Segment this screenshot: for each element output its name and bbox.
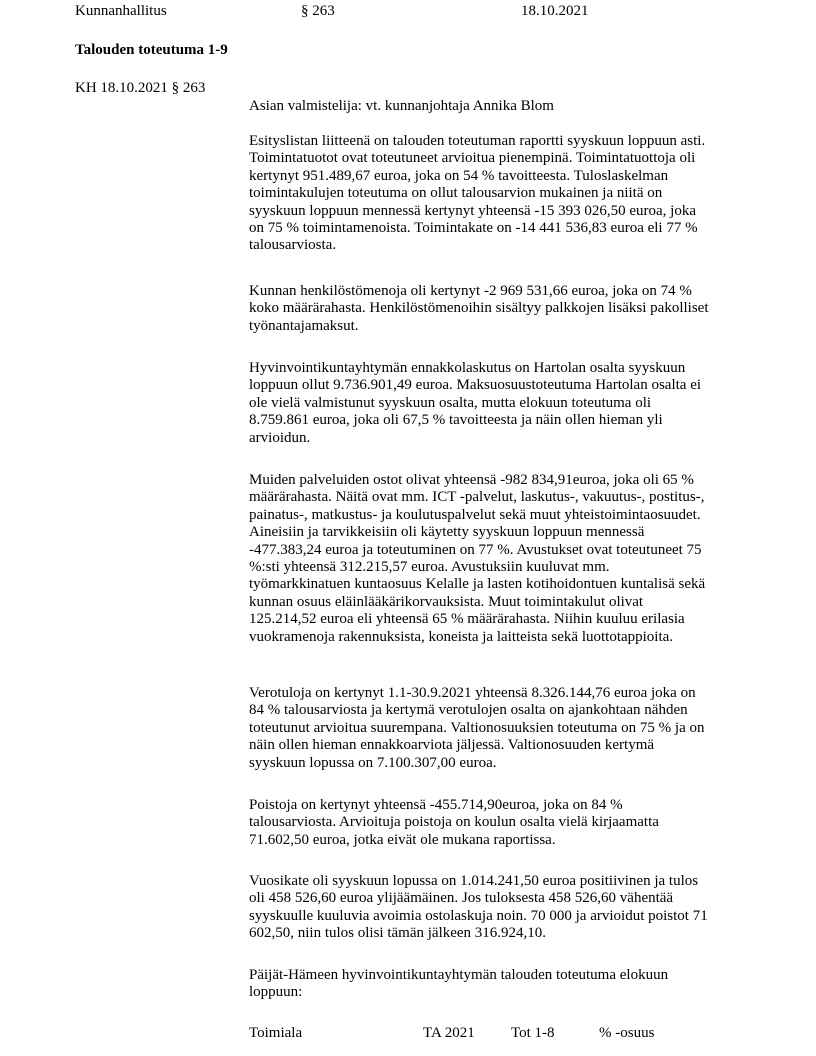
text-line: Muiden palveluiden ostot olivat yhteensä -982 834,91euroa, joka oli 65 % — [249, 472, 694, 488]
header-body: Kunnanhallitus — [75, 3, 167, 19]
text-line: 71.602,50 euroa, jotka eivät ole mukana raportissa. — [249, 831, 556, 848]
table-header-budget: TA 2021 — [423, 1025, 475, 1041]
text-line: Hyvinvointikuntayhtymän ennakkolaskutus on Hartolan osalta syyskuun — [249, 360, 686, 376]
text-line: oli 458 526,60 euroa ylijäämäinen. Jos tuloksesta 458 526,60 vähentää — [249, 890, 674, 907]
table-header-share: % -osuus — [599, 1025, 655, 1041]
text-line: vuokramenoja rakennuksista, koneista ja laitteista sekä luottotappioita. — [249, 628, 674, 645]
text-line: Aineisiin ja tarvikkeisiin oli käytetty syyskuun loppuun mennessä — [249, 524, 645, 541]
paragraph-personnel-costs — [249, 283, 749, 335]
document-title: Talouden toteutuma 1-9 — [75, 42, 228, 58]
text-line: talousarviosta. Arvioituja poistoja on koulun osalta vielä kirjaamatta — [249, 814, 659, 831]
paragraph-depreciation — [249, 797, 749, 849]
preparer-line: Asian valmistelija: vt. kunnanjohtaja Annika Blom — [249, 98, 554, 114]
text-line: Verotuloja on kertynyt 1.1-30.9.2021 yhteensä 8.326.144,76 euroa joka on — [249, 685, 696, 701]
text-line: talousarviosta. — [249, 237, 337, 254]
table-header-actual: Tot 1-8 — [511, 1025, 555, 1041]
paragraph-operating-result — [249, 133, 749, 255]
text-line: Vuosikate oli syyskuun lopussa on 1.014.241,50 euroa positiivinen ja tulos — [249, 873, 699, 889]
text-line: loppuun: — [249, 984, 303, 1001]
paragraph-annual-margin — [249, 873, 749, 943]
text-line: Päijät-Hämeen hyvinvointikuntayhtymän talouden toteutuma elokuun — [249, 967, 669, 983]
text-line: -477.383,24 euroa ja toteutuminen on 77 %. Avustukset ovat toteutuneet 75 — [249, 541, 702, 558]
paragraph-other-services — [249, 472, 749, 646]
header-date: 18.10.2021 — [521, 3, 589, 19]
text-line: toimintakulujen toteutuma on ollut talousarvion mukainen ja niitä on — [249, 185, 663, 202]
text-line: painatus-, matkustus- ja koulutuspalvelut sekä muut yhteistoimintaosuudet. — [249, 506, 701, 523]
text-line: syyskuulle kuuluvia avoimia ostolaskuja noin. 70 000 ja arvioidut poistot 71 — [249, 907, 708, 924]
text-line: syyskuun lopussa on 7.100.307,00 euroa. — [249, 754, 497, 771]
text-line: 8.759.861 euroa, joka oli 67,5 % tavoitteesta ja näin ollen hieman yli — [249, 412, 663, 429]
text-line: kertynyt 951.489,67 euroa, joka on 54 % tavoitteesta. Tuloslaskelman — [249, 167, 669, 184]
paragraph-consortium-intro — [249, 967, 749, 1002]
text-line: toteutunut arvioitua suurempana. Valtionosuuksien toteutuma on 75 % ja on — [249, 719, 705, 736]
table-header-sector: Toimiala — [249, 1025, 303, 1041]
text-line: %:sti yhteensä 312.215,57 euroa. Avustuksiin kuuluvat mm. — [249, 559, 610, 576]
text-line: Kunnan henkilöstömenoja oli kertynyt -2 969 531,66 euroa, joka on 74 % — [249, 283, 692, 299]
meeting-reference: KH 18.10.2021 § 263 — [75, 80, 206, 96]
paragraph-tax-revenue — [249, 685, 749, 772]
text-line: syyskuun loppuun mennessä kertynyt yhteensä -15 393 026,50 euroa, joka — [249, 202, 697, 219]
text-line: ole vielä valmistunut syyskuun osalta, mutta elokuun toteutuma oli — [249, 394, 652, 411]
text-line: loppuun ollut 9.736.901,49 euroa. Maksuosuustoteutuma Hartolan osalta ei — [249, 377, 702, 394]
text-line: Poistoja on kertynyt yhteensä -455.714,90euroa, joka on 84 % — [249, 797, 623, 813]
text-line: Esityslistan liitteenä on talouden toteutuman raportti syyskuun loppuun asti. — [249, 133, 706, 149]
text-line: Toimintatuotot ovat toteutuneet arvioitua pienempinä. Toimintatuottoja oli — [249, 150, 696, 167]
text-line: koko määrärahasta. Henkilöstömenoihin sisältyy palkkojen lisäksi pakolliset — [249, 300, 709, 317]
text-line: kunnan osuus eläinlääkärikorvauksista. Muut toimintakulut olivat — [249, 593, 644, 610]
text-line: arvioidun. — [249, 429, 311, 446]
text-line: työnantajamaksut. — [249, 317, 359, 334]
text-line: työmarkkinatuen kuntaosuus Kelalle ja lasten kotihoidontuen kuntalisä sekä — [249, 576, 706, 593]
text-line: näin ollen hieman ennakkoarviota jäljessä. Valtionosuuden kertymä — [249, 737, 655, 754]
text-line: 84 % talousarviosta ja kertymä verotulojen osalta on ajankohtaan nähden — [249, 702, 688, 719]
paragraph-welfare-consortium — [249, 360, 749, 447]
header-section: § 263 — [301, 3, 335, 19]
text-line: määrärahasta. Näitä ovat mm. ICT -palvelut, laskutus-, vakuutus-, postitus-, — [249, 489, 705, 506]
text-line: on 75 % toimintamenoista. Toimintakate on -14 441 536,83 euroa eli 77 % — [249, 220, 698, 237]
text-line: 125.214,52 euroa eli yhteensä 65 % määrärahasta. Niihin kuuluu erilasia — [249, 611, 685, 628]
text-line: 602,50, niin tulos olisi tämän jälkeen 316.924,10. — [249, 925, 547, 942]
